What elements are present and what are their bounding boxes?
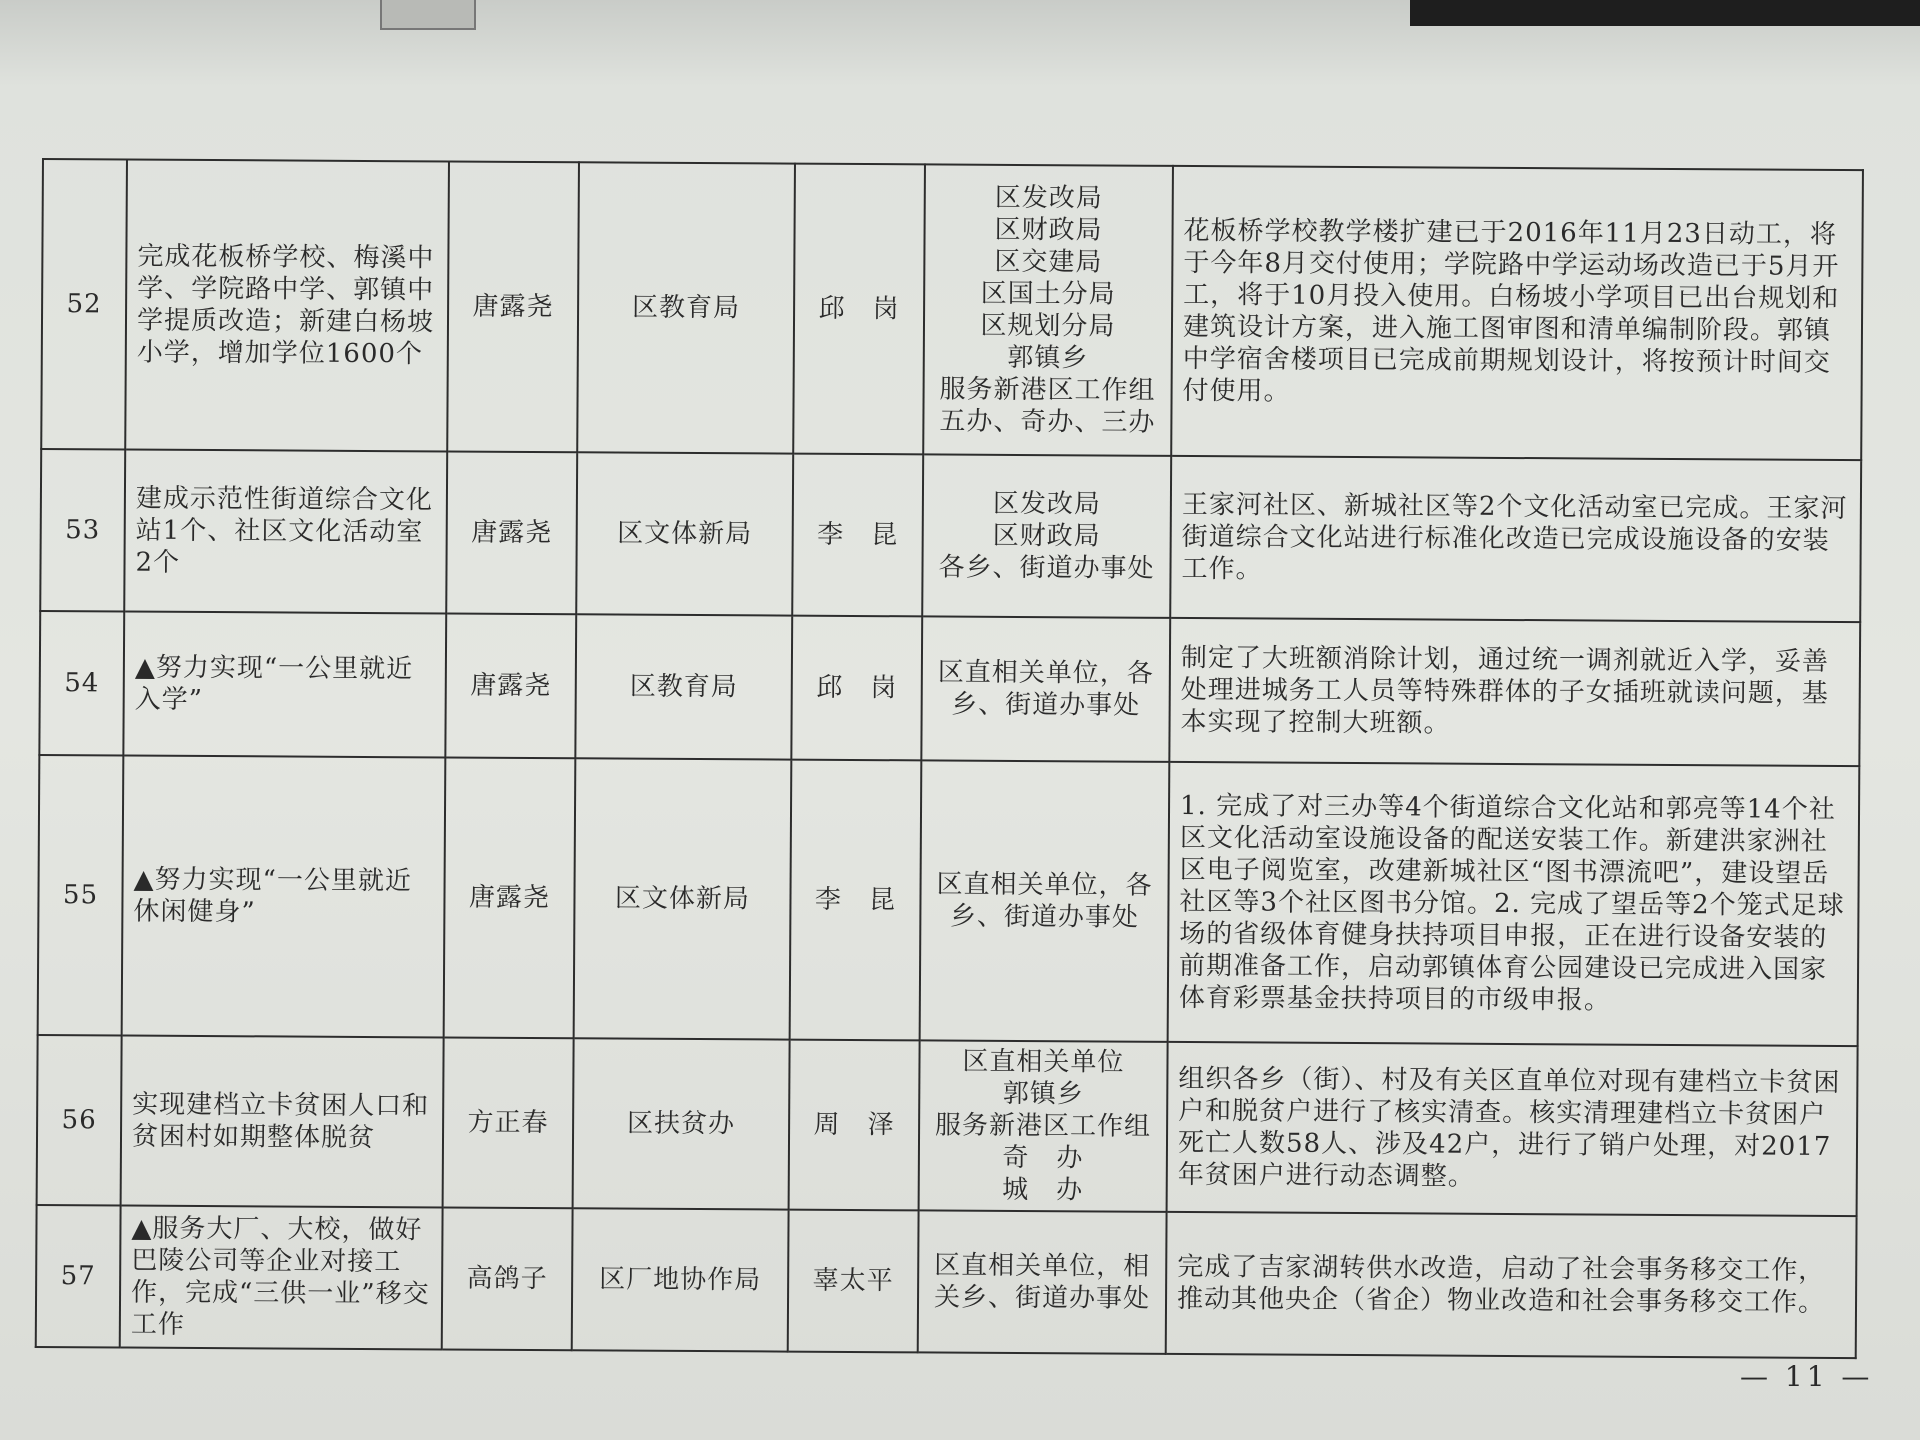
cooperating-unit: 区发改局	[994, 182, 1103, 214]
progress-status: 完成了吉家湖转供水改造，启动了社会事务移交工作，推动其他央企（省企）物业改造和社会事务移交工作。	[1166, 1212, 1857, 1358]
cooperating-units	[923, 164, 1173, 456]
task-description: 实现建档立卡贫困人口和贫困村如期整体脱贫	[121, 1036, 444, 1208]
cooperating-unit: 区财政局	[992, 520, 1101, 552]
cooperating-unit: 奇 办	[1002, 1142, 1084, 1174]
cooperating-unit: 区交建局	[994, 246, 1103, 278]
progress-status: 王家河社区、新城社区等2个文化活动室已完成。王家河街道综合文化站进行标准化改造已完成设施设备的安装工作。	[1170, 456, 1861, 622]
row-number: 54	[39, 611, 124, 756]
cooperating-units	[922, 454, 1171, 618]
cooperating-units	[918, 1210, 1167, 1354]
task-description: ▲努力实现“一公里就近休闲健身”	[122, 756, 446, 1038]
row-number: 56	[37, 1035, 122, 1206]
cooperating-unit: 各乡、街道办事处	[938, 552, 1155, 584]
cooperating-unit: 区直相关单位，各	[936, 869, 1153, 901]
cooperating-unit: 关乡、街道办事处	[933, 1282, 1151, 1314]
responsible-leader: 唐露尧	[444, 757, 576, 1038]
task-description: ▲努力实现“一公里就近入学”	[123, 612, 446, 758]
table-row	[38, 755, 1860, 1046]
table-row	[40, 449, 1861, 622]
lead-unit: 区厂地协作局	[572, 1208, 789, 1351]
responsible-leader: 高鸽子	[442, 1207, 573, 1350]
cooperating-unit: 服务新港区工作组	[934, 1110, 1152, 1142]
task-description: ▲服务大厂、大校，做好巴陵公司等企业对接工作，完成“三供一业”移交工作	[120, 1205, 443, 1349]
lead-unit: 区文体新局	[576, 452, 793, 615]
row-number: 52	[41, 159, 127, 450]
cooperating-unit: 城 办	[1002, 1174, 1084, 1206]
cooperating-unit: 区发改局	[992, 488, 1101, 520]
cooperating-unit: 区直相关单位	[962, 1046, 1125, 1078]
cooperating-units	[920, 760, 1170, 1042]
cooperating-unit: 郭镇乡	[1007, 342, 1089, 374]
responsible-leader: 唐露尧	[445, 613, 576, 758]
cooperating-unit: 乡、街道办事处	[951, 689, 1141, 721]
cooperating-units	[921, 616, 1170, 762]
responsible-person: 邱 岗	[793, 164, 925, 455]
cooperating-unit: 乡、街道办事处	[949, 901, 1139, 933]
cooperating-unit: 五办、奇办、三办	[939, 406, 1156, 438]
progress-status: 花板桥学校教学楼扩建已于2016年11月23日动工，将于今年8月交付使用；学院路中学运动场改造已于5月开工，将于10月投入使用。白杨坡小学项目已出台规划和建筑设计方案，进入施工图审图和清单编制阶段。郭镇中学宿舍楼项目已完成前期规划设计，将按预计时间交付使用。	[1171, 166, 1863, 460]
table-row	[37, 1035, 1858, 1216]
lead-unit: 区教育局	[575, 614, 792, 759]
cooperating-unit: 区直相关单位，各	[937, 657, 1154, 689]
progress-status: 1. 完成了对三办等4个街道综合文化站和郭亮等14个社区文化活动室设施设备的配送安装工作。新建洪家洲社区电子阅览室，改建新城社区“图书漂流吧”，建设望岳社区等3个社区图书分馆。2. 完成了望岳等2个笼式足球场的省级体育健身扶持项目申报，正在进行设备安装的前期准备工作，启动郭镇体育公园建设已完成进入国家体育彩票基金扶持项目的市级申报。	[1168, 762, 1860, 1046]
responsible-person: 李 昆	[790, 760, 922, 1041]
cooperating-unit: 服务新港区工作组	[939, 374, 1156, 406]
task-table	[35, 158, 1864, 1359]
table-row	[39, 611, 1860, 766]
cooperating-unit: 区直相关单位，相	[934, 1250, 1151, 1282]
cooperating-unit: 郭镇乡	[1002, 1078, 1084, 1110]
row-number: 55	[38, 755, 124, 1036]
responsible-leader: 方正春	[443, 1037, 574, 1208]
page-number: — 11 —	[1740, 1360, 1874, 1393]
task-description: 建成示范性街道综合文化站1个、社区文化活动室2个	[124, 450, 447, 614]
cooperating-unit: 区财政局	[994, 214, 1103, 246]
responsible-person: 周 泽	[789, 1040, 920, 1211]
cooperating-unit: 区国土分局	[980, 278, 1116, 310]
task-description: 完成花板桥学校、梅溪中学、学院路中学、郭镇中学提质改造；新建白杨坡小学，增加学位1600个	[125, 160, 449, 452]
cooperating-units	[919, 1040, 1168, 1212]
lead-unit: 区文体新局	[574, 758, 792, 1039]
responsible-person: 辜太平	[788, 1210, 919, 1353]
table-row	[36, 1205, 1857, 1358]
lead-unit: 区扶贫办	[573, 1038, 790, 1209]
responsible-person: 邱 岗	[791, 616, 922, 761]
responsible-leader: 唐露尧	[446, 451, 577, 614]
responsible-person: 李 昆	[792, 454, 923, 617]
cooperating-unit: 区规划分局	[980, 310, 1116, 342]
row-number: 57	[36, 1205, 121, 1348]
lead-unit: 区教育局	[577, 162, 795, 453]
progress-status: 组织各乡（街）、村及有关区直单位对现有建档立卡贫困户和脱贫户进行了核实清查。核实清理建档立卡贫困户死亡人数58人、涉及42户，进行了销户处理，对2017年贫困户进行动态调整。	[1167, 1042, 1858, 1216]
dark-edge	[1410, 0, 1920, 26]
responsible-leader: 唐露尧	[447, 161, 579, 452]
binder-clip	[380, 0, 476, 30]
table-row	[41, 159, 1863, 460]
row-number: 53	[40, 449, 125, 612]
progress-status: 制定了大班额消除计划，通过统一调剂就近入学，妥善处理进城务工人员等特殊群体的子女插班就读问题，基本实现了控制大班额。	[1169, 618, 1860, 766]
